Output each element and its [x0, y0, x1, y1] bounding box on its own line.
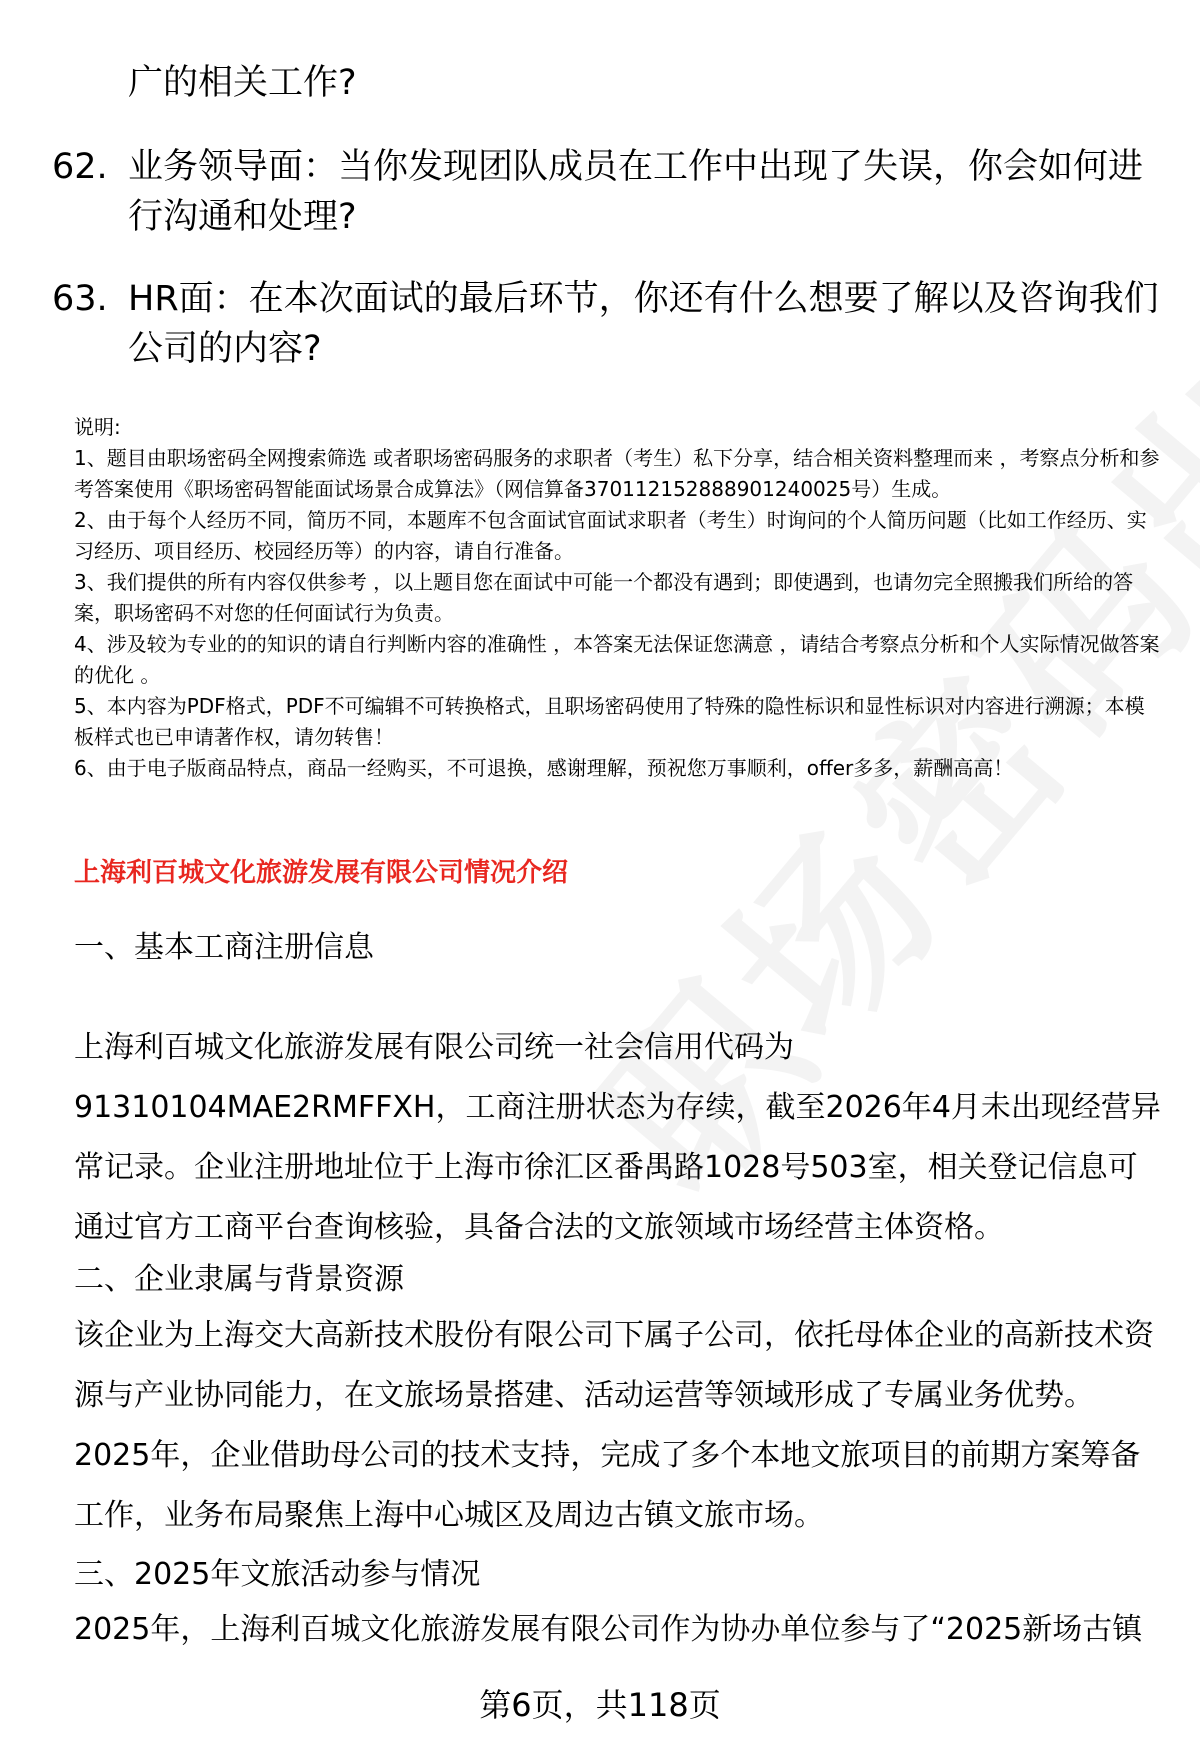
- company-intro-title: 上海利百城文化旅游发展有限公司情况介绍: [74, 858, 569, 888]
- section-heading: 一、基本工商注册信息: [74, 930, 374, 965]
- note-item: 3、我们提供的所有内容仅供参考 ，以上题目您在面试中可能一个都没有遇到；即使遇到，也请勿完全照搬我们所给的答案，职场密码不对您的任何面试行为负责。: [74, 570, 1134, 625]
- question-number: 62.: [52, 147, 108, 187]
- section-heading: 二、企业隶属与背景资源: [74, 1262, 404, 1297]
- question-63: [52, 274, 1162, 374]
- section-paragraph: 2025年，上海利百城文化旅游发展有限公司作为协办单位参与了“2025新场古镇: [74, 1612, 1143, 1647]
- notes-title: 说明:: [74, 415, 121, 439]
- note-item: 5、本内容为PDF格式，PDF不可编辑不可转换格式，且职场密码使用了特殊的隐性标识和显性标识对内容进行溯源；本模板样式也已申请著作权，请勿转售！: [74, 694, 1145, 749]
- previous-question-continuation: 广的相关工作?: [128, 63, 357, 103]
- question-62: [52, 142, 1162, 242]
- section-paragraph: 上海利百城文化旅游发展有限公司统一社会信用代码为91310104MAE2RMFFXH，工商注册状态为存续，截至2026年4月未出现经营异常记录。企业注册地址位于上海市徐汇区番禺路1028号503室，相关登记信息可通过官方工商平台查询核验，具备合法的文旅领域市场经营主体资格。: [74, 1030, 1161, 1245]
- note-item: 2、由于每个人经历不同，简历不同，本题库不包含面试官面试求职者（考生）时询问的个人简历问题（比如工作经历、实习经历、项目经历、校园经历等）的内容，请自行准备。: [74, 508, 1147, 563]
- notes-block: [74, 412, 1164, 784]
- note-item: 1、题目由职场密码全网搜索筛选 或者职场密码服务的求职者（考生）私下分享，结合相关资料整理而来 ，考察点分析和参考答案使用《职场密码智能面试场景合成算法》（网信算备370112152888901240025号）生成。: [74, 446, 1160, 501]
- note-item: 4、涉及较为专业的的知识的请自行判断内容的准确性 ，本答案无法保证您满意 ，请结合考察点分析和个人实际情况做答案的优化 。: [74, 632, 1160, 687]
- section-paragraph: 该企业为上海交大高新技术股份有限公司下属子公司，依托母体企业的高新技术资源与产业协同能力，在文旅场景搭建、活动运营等领域形成了专属业务优势。2025年，企业借助母公司的技术支持，完成了多个本地文旅项目的前期方案筹备工作，业务布局聚焦上海中心城区及周边古镇文旅市场。: [74, 1318, 1154, 1533]
- question-text: 业务领导面：当你发现团队成员在工作中出现了失误，你会如何进行沟通和处理?: [128, 147, 1144, 237]
- note-item: 6、由于电子版商品特点，商品一经购买，不可退换，感谢理解，预祝您万事顺利，offer多多，薪酬高高！: [74, 756, 1014, 780]
- question-text: HR面：在本次面试的最后环节，你还有什么想要了解以及咨询我们公司的内容?: [128, 279, 1159, 369]
- section-heading: 三、2025年文旅活动参与情况: [74, 1557, 481, 1592]
- question-number: 63.: [52, 279, 108, 319]
- page-number: 第6页，共118页: [479, 1686, 721, 1724]
